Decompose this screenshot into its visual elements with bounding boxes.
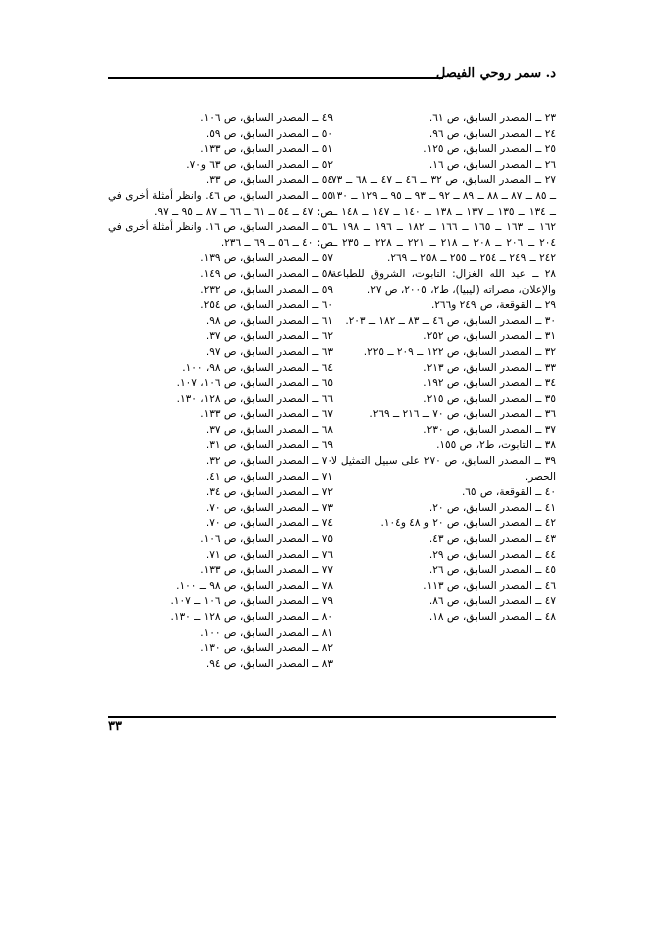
footnote-item: ٣٣ ــ المصدر السابق، ص ٢١٣. <box>423 361 556 374</box>
header-rule <box>108 77 443 79</box>
footnote-item: ٦١ ــ المصدر السابق، ص ٩٨. <box>205 314 333 327</box>
footnote-item: ٤٥ ــ المصدر السابق، ص ٢٦. <box>428 564 556 577</box>
footnote-item: ٦٥ ــ المصدر السابق، ص ١٠٦، ١٠٧. <box>176 377 333 390</box>
footer-rule <box>108 716 556 718</box>
footnote-item: ٥٦ ــ المصدر السابق، ص ١٦. وانظر أمثلة أخرى في ص: ٤٠ ــ ٥٦ ــ ٦٩ ــ ٢٣٦. <box>108 221 333 249</box>
footnote-item: ٧٤ ــ المصدر السابق، ص ٧٠. <box>205 517 333 530</box>
footnote-item: ٥١ ــ المصدر السابق، ص ١٣٣. <box>200 143 333 156</box>
page-header <box>108 66 556 88</box>
footnote-item: ٣٨ ــ التابوت، ط٢، ص ١٥٥. <box>436 439 556 452</box>
footnote-item: ٨٢ ــ المصدر السابق، ص ١٣٠. <box>200 642 333 655</box>
footnote-item: ٦٤ ــ المصدر السابق، ص ٩٨، ١٠٠. <box>182 361 333 374</box>
footnote-item: ٧٠ ــ المصدر السابق، ص ٣٢. <box>205 455 333 468</box>
footnote-item: ٦٢ ــ المصدر السابق، ص ٣٧. <box>205 330 333 343</box>
footnote-item: ٥٨ ــ المصدر السابق، ص ١٤٩. <box>200 267 333 280</box>
footnote-item: ٣٦ ــ المصدر السابق، ص ٧٠ ــ ٢١٦ ــ ٢٦٩. <box>369 408 556 421</box>
footnote-item: ٥٠ ــ المصدر السابق، ص ٥٩. <box>205 127 333 140</box>
footnote-item: ٨٠ ــ المصدر السابق، ص ١٢٨ ــ ١٣٠. <box>170 611 333 623</box>
footnote-item: ٤٨ ــ المصدر السابق، ص ١٨. <box>428 611 556 623</box>
footnote-item: ٣٠ ــ المصدر السابق، ص ٤٦ ــ ٨٣ ــ ١٨٢ ــ ٢٠٣. <box>345 314 556 327</box>
footnote-item: ٨٣ ــ المصدر السابق، ص ٩٤. <box>205 657 333 670</box>
footnote-item: ٥٢ ــ المصدر السابق، ص ٦٣ و٧٠. <box>186 158 333 171</box>
footnote-item: ٦٠ ــ المصدر السابق، ص ٢٥٤. <box>200 299 333 312</box>
footnote-item: ٢٥ ــ المصدر السابق، ص ١٢٥. <box>423 143 556 156</box>
author-name: د. سمر روحي الفيصل <box>435 66 556 81</box>
footnote-item: ٣٤ ــ المصدر السابق، ص ١٩٢. <box>423 377 556 390</box>
footnote-item: ٢٨ ــ عبد الله الغزال: التابوت، الشروق للطباعة والإعلان، مصراته (ليبيا)، ط٢، ٢٠٠٥، ص ٢٧. <box>331 267 556 296</box>
footnote-item: ٦٧ ــ المصدر السابق، ص ١٣٣. <box>200 408 333 421</box>
footnote-item: ٣٩ ــ المصدر السابق، ص ٢٧٠ على سبيل التمثيل لا الحصر. <box>331 455 556 483</box>
footnote-item: ٤٤ ــ المصدر السابق، ص ٢٩. <box>428 548 556 561</box>
footnote-item: ٢٤ ــ المصدر السابق، ص ٩٦. <box>428 127 556 140</box>
footnote-item: ٧٦ ــ المصدر السابق، ص ٧١. <box>205 548 333 561</box>
footnote-item: ٤٢ ــ المصدر السابق، ص ٢٠ و ٤٨ و١٠٤. <box>380 517 556 530</box>
footnote-item: ٥٧ ــ المصدر السابق، ص ١٣٩. <box>200 252 333 265</box>
footnote-item: ٥٤ ــ المصدر السابق، ص ٣٣. <box>205 174 333 187</box>
footnote-item: ٦٣ ــ المصدر السابق، ص ٩٧. <box>205 345 333 358</box>
footnote-item: ٤٩ ــ المصدر السابق، ص ١٠٦. <box>200 112 333 124</box>
footnote-item: ٤٧ ــ المصدر السابق، ص ٨٦. <box>428 595 556 608</box>
footnote-item: ٦٨ ــ المصدر السابق، ص ٣٧. <box>205 423 333 436</box>
footnote-item: ٥٥ ــ المصدر السابق، ص ٤٦. وانظر أمثلة أخرى في ص: ٤٧ ــ ٥٤ ــ ٦١ ــ ٦٦ ــ ٨٧ ــ ٩٥ ــ ٩٧. <box>108 189 333 218</box>
footnote-item: ٧٣ ــ المصدر السابق، ص ٧٠. <box>205 501 333 514</box>
footnote-item: ٤١ ــ المصدر السابق، ص ٢٠. <box>428 501 556 514</box>
footnote-item: ٧٩ ــ المصدر السابق، ص ١٠٦ ــ ١٠٧. <box>170 595 333 608</box>
footnote-item: ٧٥ ــ المصدر السابق، ص ١٠٦. <box>200 533 333 546</box>
footnote-item: ٧٢ ــ المصدر السابق، ص ٣٤. <box>205 486 333 499</box>
footnote-item: ٣٥ ــ المصدر السابق، ص ٢١٥. <box>423 392 556 405</box>
footnote-item: ٢٣ ــ المصدر السابق، ص ٦١. <box>428 112 556 124</box>
footnote-item: ٧٧ ــ المصدر السابق، ص ١٣٣. <box>200 564 333 577</box>
page-number: ٣٣ <box>108 719 122 734</box>
footnote-item: ٧١ ــ المصدر السابق، ص ٤١. <box>205 470 333 483</box>
footnote-item: ٤٠ ــ القوقعة، ص ٦٥. <box>461 486 556 499</box>
footnote-item: ٥٩ ــ المصدر السابق، ص ٢٣٢. <box>200 283 333 296</box>
footnote-item: ٨١ ــ المصدر السابق، ص ١٠٠. <box>200 626 333 639</box>
footnotes-right-column <box>331 111 556 626</box>
footnote-item: ٦٦ ــ المصدر السابق، ص ١٢٨، ١٣٠. <box>176 392 333 405</box>
footnote-item: ٤٦ ــ المصدر السابق، ص ١١٣. <box>423 579 556 592</box>
footnote-item: ٢٦ ــ المصدر السابق، ص ١٦. <box>428 158 556 171</box>
footnote-item: ٤٣ ــ المصدر السابق، ص ٤٣. <box>428 533 556 546</box>
footnote-item: ٦٩ ــ المصدر السابق، ص ٣١. <box>205 439 333 452</box>
footnote-item: ٧٨ ــ المصدر السابق، ص ٩٨ ــ ١٠٠. <box>176 579 333 592</box>
footnote-item: ٣١ ــ المصدر السابق، ص ٢٥٢. <box>423 330 556 343</box>
footnotes-left-column <box>108 111 333 672</box>
footnote-item: ٣٧ ــ المصدر السابق، ص ٢٣٠. <box>423 423 556 436</box>
footnote-item: ٣٢ ــ المصدر السابق، ص ١٢٢ ــ ٢٠٩ ــ ٢٢٥. <box>363 345 556 358</box>
footnote-item: ٢٩ ــ القوقعة، ص ٢٤٩ و٢٦٦. <box>430 299 556 312</box>
footnote-item: ٢٧ ــ المصدر السابق، ص ٣٢ ــ ٤٦ ــ ٤٧ ــ ٦٨ ــ ٧٣ ــ ٨٥ ــ ٨٧ ــ ٨٨ ــ ٨٩ ــ ٩٢ ــ ٩٣ ــ ٩٥ ــ ١٢٩ ــ ١٣٠ ــ ١٣٤ ــ ١٣٥ ــ ١٣٧ ــ ١٣٨ ــ ١٤٠ ــ ١٤٧ ــ ١٤٨ ــ ١٦٢ ــ ١٦٣ ــ ١٦٥ ــ ١٦٦ ــ ١٨٢ ــ ١٩٦ ــ ١٩٨ ــ ٢٠٤ ــ ٢٠٦ ــ ٢٠٨ ــ ٢١٨ ــ ٢٢١ ــ ٢٢٨ ــ ٢٣٥ ــ ٢٤٢ ــ ٢٤٩ ــ ٢٥٤ ــ ٢٥٥ ــ ٢٥٨ ــ ٢٦٩. <box>331 174 557 265</box>
